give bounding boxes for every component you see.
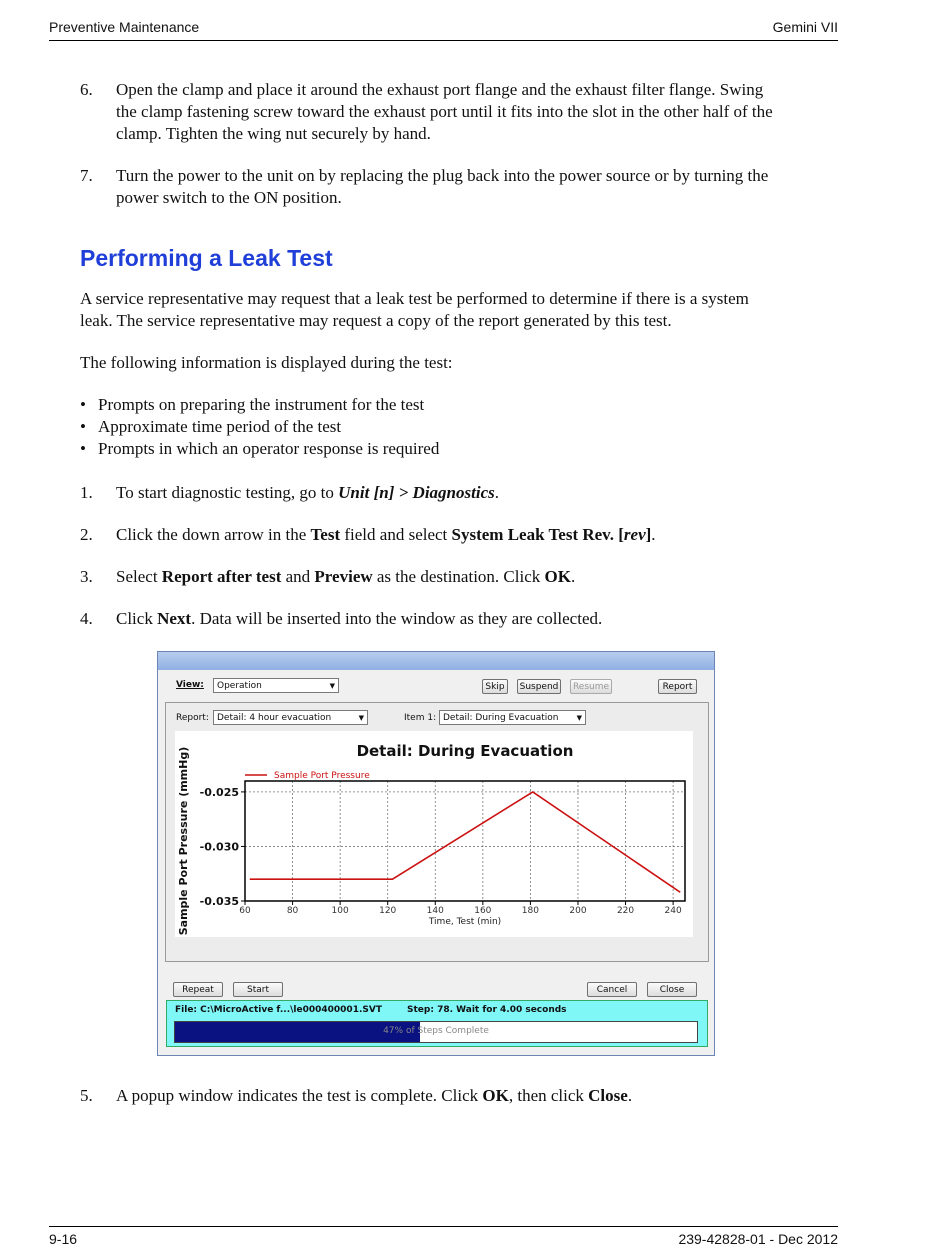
- text-run: A popup window indicates the test is complete. Click: [116, 1086, 483, 1105]
- progress-text: 47% of Steps Complete: [383, 1026, 489, 1036]
- text-run: and: [281, 567, 315, 586]
- text-run: .: [494, 483, 499, 502]
- x-tick-label: 200: [569, 906, 587, 916]
- view-select[interactable]: [213, 678, 339, 693]
- suspend-button[interactable]: Suspend: [517, 679, 561, 694]
- header-right: Gemini VII: [772, 19, 838, 35]
- bullet-item: • Prompts on preparing the instrument for the test: [80, 395, 425, 414]
- page-header: [49, 18, 838, 41]
- header-left: Preventive Maintenance: [49, 19, 200, 35]
- bullet-item: • Approximate time period of the test: [80, 417, 342, 436]
- leak-test-chart: [175, 731, 693, 937]
- bold-run: System Leak Test Rev. [: [451, 525, 624, 544]
- info-intro: The following information is displayed during the test:: [80, 353, 453, 372]
- bullet-item: • Prompts in which an operator response is required: [80, 439, 440, 458]
- text-run: . Data will be inserted into the window as they are collected.: [191, 609, 603, 628]
- bold-run: OK: [544, 567, 571, 586]
- text-run: To start diagnostic testing, go to: [116, 483, 339, 502]
- bullet-text: Prompts on preparing the instrument for the test: [98, 395, 425, 414]
- bold-run: Preview: [314, 567, 373, 586]
- series-line: [250, 792, 680, 892]
- text-line: leak. The service representative may request a copy of the report generated by this test.: [80, 311, 672, 330]
- text-run: field and select: [340, 525, 452, 544]
- bold-run: Test: [310, 525, 341, 544]
- text-line: Open the clamp and place it around the exhaust port flange and the exhaust filter flange. Swing: [116, 80, 764, 99]
- view-select-value: Operation: [217, 681, 262, 691]
- report-select[interactable]: [213, 710, 368, 725]
- text-run: as the destination. Click: [372, 567, 545, 586]
- x-tick-label: 240: [664, 906, 682, 916]
- step-number: 4.: [80, 609, 93, 628]
- chevron-down-icon: ▼: [329, 682, 335, 690]
- x-axis-label: Time, Test (min): [428, 917, 502, 927]
- y-tick-label: -0.030: [199, 840, 239, 854]
- step-5-text: [116, 1085, 838, 1107]
- step-number: 6.: [80, 80, 93, 99]
- step-1-text: [116, 482, 838, 504]
- text-run: Click: [116, 609, 158, 628]
- y-axis-label: Sample Port Pressure (mmHg): [177, 746, 190, 936]
- page-footer: [49, 1226, 838, 1249]
- menu-path: Unit [n] > Diagnostics: [338, 483, 495, 502]
- document-id: 239-42828-01 - Dec 2012: [678, 1231, 838, 1247]
- text-line: A service representative may request that a leak test be performed to determine if there is a system: [80, 289, 749, 308]
- item-select[interactable]: [439, 710, 586, 725]
- skip-button[interactable]: Skip: [482, 679, 508, 694]
- bold-run: ]: [645, 525, 652, 544]
- step-number: 7.: [80, 166, 93, 185]
- x-tick-label: 180: [521, 906, 539, 916]
- text-run: .: [570, 567, 576, 586]
- bold-run: Next: [157, 609, 192, 628]
- diagnostics-window: [157, 651, 715, 1056]
- item-label: Item 1:: [404, 713, 437, 723]
- text-run: , then click: [508, 1086, 589, 1105]
- step-4-text: [116, 608, 838, 630]
- x-tick-label: 60: [239, 906, 251, 916]
- bold-italic-run: rev: [623, 525, 646, 544]
- report-button[interactable]: Report: [658, 679, 697, 694]
- step-number: 2.: [80, 525, 93, 544]
- close-button[interactable]: Close: [647, 982, 697, 997]
- bullet-text: Prompts in which an operator response is required: [98, 439, 440, 458]
- report-select-value: Detail: 4 hour evacuation: [217, 713, 332, 723]
- item-select-value: Detail: During Evacuation: [443, 713, 559, 723]
- x-tick-label: 220: [616, 906, 635, 916]
- x-tick-label: 120: [379, 906, 397, 916]
- status-bar: [166, 1000, 708, 1047]
- intro-paragraph: [80, 288, 749, 332]
- y-tick-label: -0.025: [199, 785, 239, 799]
- report-label: Report:: [176, 713, 209, 723]
- resume-button[interactable]: Resume: [570, 679, 612, 694]
- chart-area: [175, 731, 693, 937]
- window-title-bar: [158, 652, 714, 670]
- progress-bar: [174, 1021, 698, 1043]
- x-tick-label: 160: [474, 906, 492, 916]
- start-button[interactable]: Start: [233, 982, 283, 997]
- step-3-text: [116, 566, 838, 588]
- bold-run: Close: [588, 1086, 628, 1105]
- chevron-down-icon: ▼: [576, 714, 582, 722]
- repeat-button[interactable]: Repeat: [173, 982, 223, 997]
- cancel-button[interactable]: Cancel: [587, 982, 637, 997]
- text-line: clamp. Tighten the wing nut securely by hand.: [116, 124, 431, 143]
- step-2-text: [116, 524, 838, 546]
- bold-run: Report after test: [161, 567, 282, 586]
- plot-frame: [245, 781, 685, 901]
- status-step: Step: 78. Wait for 4.00 seconds: [407, 1005, 567, 1015]
- step-number: 5.: [80, 1086, 93, 1105]
- x-tick-label: 140: [426, 906, 444, 916]
- text-line: power switch to the ON position.: [116, 188, 342, 207]
- x-tick-label: 80: [286, 906, 299, 916]
- step-number: 1.: [80, 483, 93, 502]
- y-tick-label: -0.035: [199, 895, 239, 908]
- bold-run: OK: [482, 1086, 509, 1105]
- text-run: Click the down arrow in the: [116, 525, 311, 544]
- section-title: Performing a Leak Test: [80, 245, 333, 271]
- bullet-text: Approximate time period of the test: [98, 417, 342, 436]
- chevron-down-icon: ▼: [358, 714, 364, 722]
- page-number: 9-16: [49, 1231, 78, 1247]
- legend-label: Sample Port Pressure: [274, 771, 370, 781]
- text-run: .: [627, 1086, 633, 1105]
- status-file: File: C:\MicroActive f...\le000400001.SVT: [175, 1005, 382, 1015]
- x-tick-label: 100: [331, 906, 349, 916]
- step-6-text: [116, 79, 838, 145]
- chart-title: Detail: During Evacuation: [356, 742, 574, 760]
- view-label: View:: [176, 680, 204, 690]
- text-line: Turn the power to the unit on by replacing the plug back into the power source or by turning the: [116, 166, 769, 185]
- text-run: .: [651, 525, 656, 544]
- text-line: the clamp fastening screw toward the exhaust port until it fits into the slot in the other half of the: [116, 102, 773, 121]
- step-7-text: [116, 165, 838, 209]
- step-number: 3.: [80, 567, 93, 586]
- text-run: Select: [116, 567, 162, 586]
